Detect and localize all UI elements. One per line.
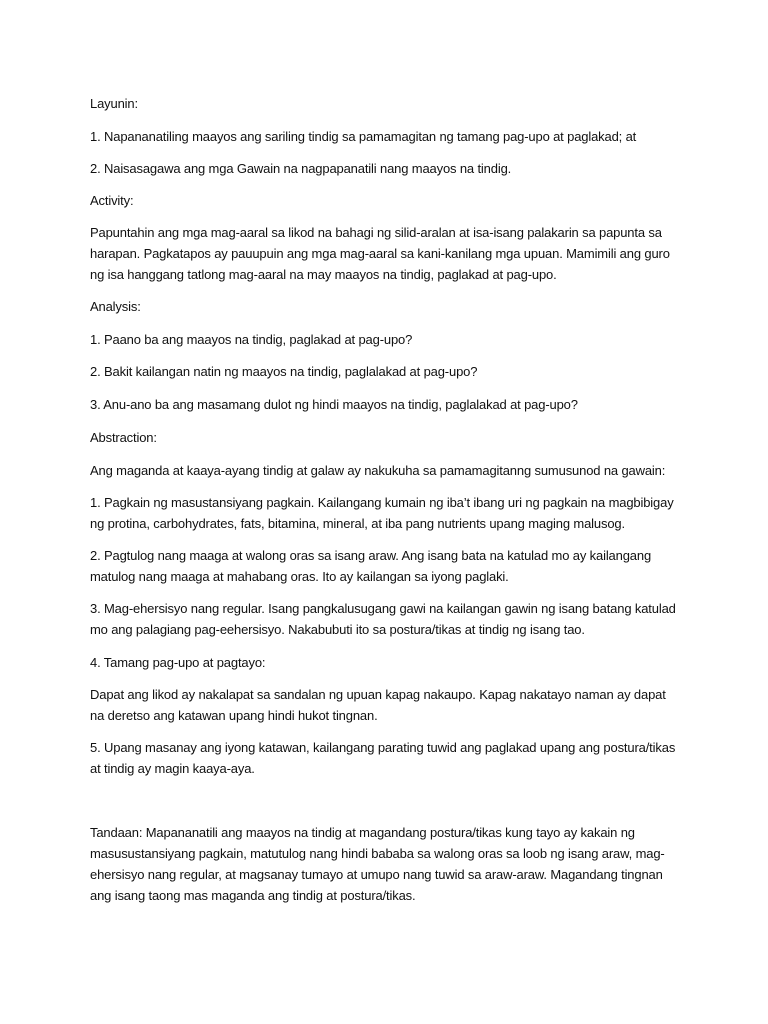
analysis-heading: Analysis: [90, 299, 141, 314]
abstraction-item-5: 5. Upang masanay ang iyong katawan, kailangang parating tuwid ang paglakad upang ang postura/tikas at tindig ay magin kaaya-aya. [90, 740, 676, 776]
analysis-item-3: 3. Anu-ano ba ang masamang dulot ng hindi maayos na tindig, paglalakad at pag-upo? [90, 397, 578, 412]
analysis-item-2: 2. Bakit kailangan natin ng maayos na tindig, paglalakad at pag-upo? [90, 364, 478, 379]
tandaan-text: Tandaan: Mapananatili ang maayos na tindig at magandang postura/tikas kung tayo ay kakain ng masusustansiyang pagkain, matutulog nang hindi bababa sa walong oras sa loob ng isang araw, mag-ehersisyo nang regular, at magsanay tumayo at umupo nang tuwid sa araw-araw. Magandang tingnan ang isang taong mas maganda ang tindig at postura/tikas. [90, 825, 665, 903]
activity-text: Papuntahin ang mga mag-aaral sa likod na bahagi ng silid-aralan at isa-isang palakarin sa papunta sa harapan. Pagkatapos ay pauupuin ang mga mag-aaral sa kani-kanilang mga upuan. Mamimili ang guro ng isa hanggang tatlong mag-aaral na may maayos na tindig, paglakad at pag-upo. [90, 225, 670, 282]
abstraction-intro: Ang maganda at kaaya-ayang tindig at galaw ay nakukuha sa pamamagitanng sumusunod na gawain: [90, 463, 666, 478]
abstraction-item-4-text: Dapat ang likod ay nakalapat sa sandalan ng upuan kapag nakaupo. Kapag nakatayo naman ay dapat na deretso ang katawan upang hindi hukot tingnan. [90, 687, 666, 723]
layunin-item-2: 2. Naisasagawa ang mga Gawain na nagpapanatili nang maayos na tindig. [90, 161, 512, 176]
layunin-item-1: 1. Napananatiling maayos ang sariling tindig sa pamamagitan ng tamang pag-upo at paglakad; at [90, 129, 637, 144]
abstraction-item-1: 1. Pagkain ng masustansiyang pagkain. Kailangang kumain ng iba’t ibang uri ng pagkain na magbibigay ng protina, carbohydrates, fats, bitamina, mineral, at iba pang nutrients upang maging malusog. [90, 495, 674, 531]
analysis-item-1: 1. Paano ba ang maayos na tindig, paglakad at pag-upo? [90, 332, 413, 347]
abstraction-heading: Abstraction: [90, 430, 157, 445]
layunin-heading: Layunin: [90, 96, 138, 111]
abstraction-item-2: 2. Pagtulog nang maaga at walong oras sa isang araw. Ang isang bata na katulad mo ay kailangang matulog nang maaga at mahabang oras. Ito ay kailangan sa iyong paglaki. [90, 548, 652, 584]
activity-heading: Activity: [90, 193, 134, 208]
abstraction-item-3: 3. Mag-ehersisyo nang regular. Isang pangkalusugang gawi na kailangan gawin ng isang batang katulad mo ang palagiang pag-eehersisyo. Nakabubuti ito sa postura/tikas at tindig ng isang tao. [90, 601, 676, 637]
abstraction-item-4: 4. Tamang pag-upo at pagtayo: [90, 655, 266, 670]
